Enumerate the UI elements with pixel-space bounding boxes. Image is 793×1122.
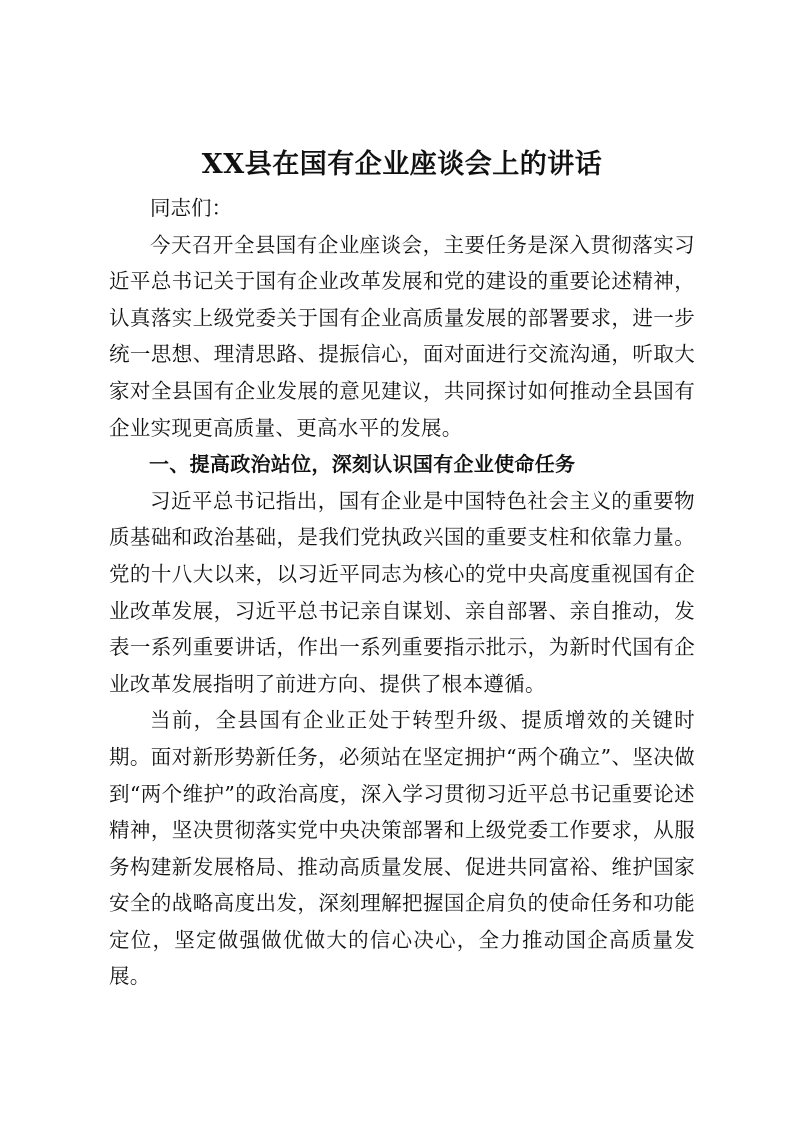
paragraph-current-situation: 当前，全县国有企业正处于转型升级、提质增效的关键时期。面对新形势新任务，必须站在坚定拥护“两个确立”、坚决做到“两个维护”的政治高度，深入学习贯彻习近平总书记重要论述精神，坚决贯彻落实党中央决策部署和上级党委工作要求，从服务构建新发展格局、推动高质量发展、促进共同富裕、维护国家安全的战略高度出发，深刻理解把握国企肩负的使命任务和功能定位，坚定做强做优做大的信心决心，全力推动国企高质量发展。 <box>109 708 695 989</box>
salutation: 同志们： <box>150 196 232 220</box>
paragraph-soe-role: 习近平总书记指出，国有企业是中国特色社会主义的重要物质基础和政治基础，是我们党执政兴国的重要支柱和依靠力量。党的十八大以来，以习近平同志为核心的党中央高度重视国有企业改革发展，习近平总书记亲自谋划、亲自部署、亲自推动，发表一系列重要讲话，作出一系列重要指示批示，为新时代国有企业改革发展指明了前进方向、提供了根本遵循。 <box>109 488 695 696</box>
paragraph-intro: 今天召开全县国有企业座谈会，主要任务是深入贯彻落实习近平总书记关于国有企业改革发展和党的建设的重要论述精神，认真落实上级党委关于国有企业高质量发展的部署要求，进一步统一思想、理清思路、提振信心，面对面进行交流沟通，听取大家对全县国有企业发展的意见建议，共同探讨如何推动全县国有企业实现更高质量、更高水平的发展。 <box>109 232 695 440</box>
document-body <box>109 140 695 995</box>
section-heading-1: 一、提高政治站位，深刻认识国有企业使命任务 <box>149 452 576 477</box>
document-title: XX县在国有企业座谈会上的讲话 <box>201 149 603 180</box>
